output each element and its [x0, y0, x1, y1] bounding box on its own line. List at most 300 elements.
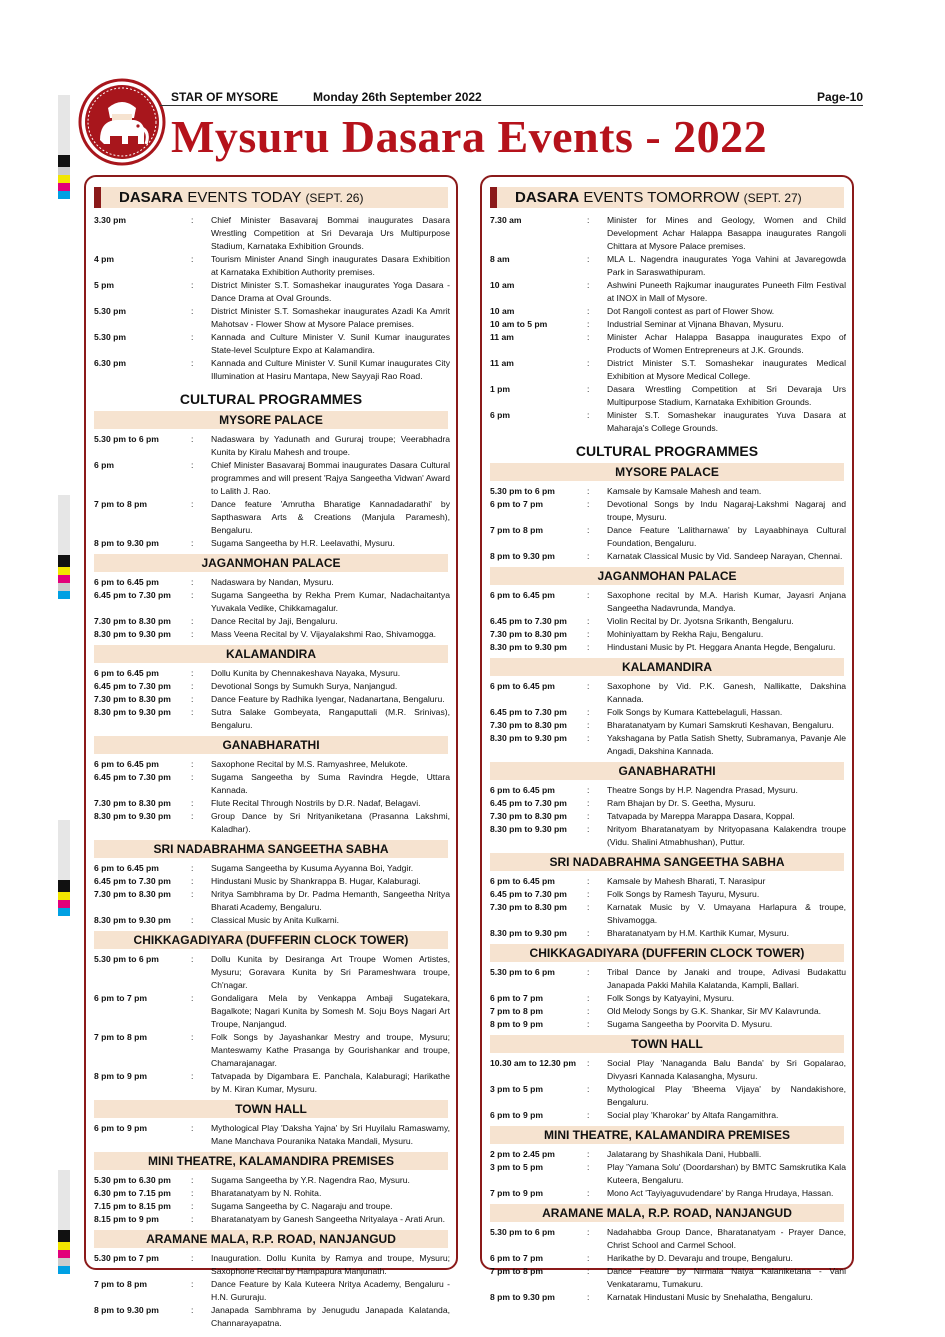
event-colon: :: [191, 707, 194, 717]
event-row: [490, 524, 846, 550]
event-colon: :: [587, 319, 590, 329]
event-row: [94, 862, 450, 875]
venue-heading: MYSORE PALACE: [94, 411, 448, 429]
event-time: 7.15 pm to 8.15 pm: [94, 1201, 171, 1211]
event-row: [490, 992, 846, 1005]
event-colon: :: [587, 332, 590, 342]
event-row: [94, 797, 450, 810]
event-colon: :: [587, 785, 590, 795]
event-row: [490, 1083, 846, 1109]
issue-date: Monday 26th September 2022: [313, 90, 482, 104]
event-row: [94, 576, 450, 589]
event-colon: :: [191, 280, 194, 290]
event-description: Tourism Minister Anand Singh inaugurates Dasara Exhibition at Karnataka Exhibition Authority premises.: [211, 254, 450, 277]
venue-heading: MINI THEATRE, KALAMANDIRA PREMISES: [94, 1152, 448, 1170]
event-colon: :: [191, 1175, 194, 1185]
event-description: Sutra Salake Gombeyata, Rangaputtali (M.R. Srinivas), Bengaluru.: [211, 707, 450, 730]
venue-heading: ARAMANE MALA, R.P. ROAD, NANJANGUD: [490, 1204, 844, 1222]
event-time: 6 pm to 6.45 pm: [94, 863, 159, 873]
event-time: 7.30 pm to 8.30 pm: [490, 720, 567, 730]
event-colon: :: [587, 798, 590, 808]
event-time: 6.45 pm to 7.30 pm: [490, 798, 567, 808]
event-description: Group Dance by Sri Nrityaniketana (Prasanna Lakshmi, Kaladhar).: [211, 811, 450, 834]
event-colon: :: [587, 889, 590, 899]
venue-heading: KALAMANDIRA: [94, 645, 448, 663]
event-colon: :: [191, 889, 194, 899]
event-row: [490, 214, 846, 253]
event-row: [490, 615, 846, 628]
event-colon: :: [191, 863, 194, 873]
event-colon: :: [191, 811, 194, 821]
event-colon: :: [587, 1253, 590, 1263]
event-row: [490, 589, 846, 615]
event-description: Dasara Wrestling Competition at Sri Devaraja Urs Multipurpose Stadium, Karnataka Exhibition Grounds.: [607, 384, 846, 407]
event-row: [490, 1252, 846, 1265]
events-tomorrow-panel: [480, 175, 854, 1302]
event-time: 6 pm: [94, 460, 115, 470]
event-colon: :: [191, 1305, 194, 1315]
event-description: MLA L. Nagendra inaugurates Yoga Vahini at Javaregowda Park in Saraswathipuram.: [607, 254, 846, 277]
event-colon: :: [587, 707, 590, 717]
event-description: District Minister S.T. Somashekar inaugurates Azadi Ka Amrit Mahotsav - Flower Show at Mysore Palace premises.: [211, 306, 450, 329]
event-description: Kamsale by Kamsale Mahesh and team.: [607, 486, 762, 496]
event-description: Sugama Sangeetha by Y.R. Nagendra Rao, Mysuru.: [211, 1175, 410, 1185]
event-colon: :: [587, 1058, 590, 1068]
event-colon: :: [587, 590, 590, 600]
venue-heading: TOWN HALL: [94, 1100, 448, 1118]
event-colon: :: [587, 384, 590, 394]
venue-heading: ARAMANE MALA, R.P. ROAD, NANJANGUD: [94, 1230, 448, 1248]
event-colon: :: [191, 668, 194, 678]
event-time: 6.45 pm to 7.30 pm: [490, 707, 567, 717]
event-colon: :: [587, 629, 590, 639]
event-colon: :: [587, 306, 590, 316]
title-events-today: EVENTS TODAY: [183, 189, 306, 206]
event-row: [94, 1187, 450, 1200]
event-time: 7.30 pm to 8.30 pm: [490, 811, 567, 821]
event-description: Sugama Sangeetha by C. Nagaraju and troupe.: [211, 1201, 393, 1211]
event-description: Play 'Yamana Solu' (Doordarshan) by BMTC Samskrutika Kala Kuteera, Bengaluru.: [607, 1162, 846, 1185]
venue-programme-list: [482, 875, 852, 940]
event-colon: :: [587, 1019, 590, 1029]
event-row: [490, 357, 846, 383]
event-description: Gondaligara Mela by Venkappa Ambaji Sugatekara, Bagalkote; Nagari Kunita by Somesh M. Soju Boys Nagari Art Troupe, Nanjangud.: [211, 993, 450, 1029]
event-row: [94, 693, 450, 706]
tomorrow-events-list: [482, 214, 852, 435]
event-description: Ashwini Puneeth Rajkumar inaugurates Puneeth Film Festival at INOX in Mall of Mysore.: [607, 280, 846, 303]
event-time: 6.45 pm to 7.30 pm: [94, 681, 171, 691]
event-description: Folk Songs by Kumara Kattebelaguli, Hassan.: [607, 707, 783, 717]
event-row: [94, 888, 450, 914]
event-row: [490, 485, 846, 498]
event-row: [94, 758, 450, 771]
event-row: [490, 383, 846, 409]
tomorrow-venues-list: [482, 463, 852, 1304]
event-time: 8 pm to 9.30 pm: [490, 1292, 555, 1302]
event-row: [94, 914, 450, 927]
event-time: 5.30 pm: [94, 332, 127, 342]
event-description: Mythological Play 'Daksha Yajna' by Sri Huyilalu Ramaswamy, Mane Manchava Pouranika Nataka Mandali, Mysuru.: [211, 1123, 450, 1146]
event-colon: :: [587, 1227, 590, 1237]
event-time: 10 am: [490, 280, 515, 290]
event-colon: :: [191, 1253, 194, 1263]
venue-programme-list: [86, 758, 456, 836]
event-description: Karnatak Hindustani Music by Snehalatha, Bengaluru.: [607, 1292, 813, 1302]
venue-programme-list: [86, 576, 456, 641]
event-time: 6 pm to 6.45 pm: [94, 759, 159, 769]
event-time: 6 pm to 6.45 pm: [490, 785, 555, 795]
venue-programme-list: [482, 1148, 852, 1200]
event-description: Dollu Kunita by Desiranga Art Troupe Women Artistes, Mysuru; Goravara Kunita by Sri Parameshwara troupe, Ch'nagar.: [211, 954, 450, 990]
event-row: [490, 305, 846, 318]
event-row: [490, 1291, 846, 1304]
events-today-title: [94, 187, 448, 208]
event-time: 5.30 pm to 6 pm: [94, 954, 159, 964]
event-time: 3 pm to 5 pm: [490, 1162, 544, 1172]
venue-programme-list: [482, 680, 852, 758]
event-row: [94, 1278, 450, 1304]
venue-programme-list: [482, 485, 852, 563]
event-time: 6.30 pm to 7.15 pm: [94, 1188, 171, 1198]
venue-heading: SRI NADABRAHMA SANGEETHA SABHA: [490, 853, 844, 871]
event-row: [490, 719, 846, 732]
venue-heading: MYSORE PALACE: [490, 463, 844, 481]
event-time: 6.45 pm to 7.30 pm: [490, 889, 567, 899]
event-description: Sugama Sangeetha by Rekha Prem Kumar, Nadachaitantya Yuvakala Vedike, Chikkamagalur.: [211, 590, 450, 613]
event-colon: :: [587, 215, 590, 225]
venue-programme-list: [482, 1057, 852, 1122]
event-colon: :: [191, 694, 194, 704]
event-row: [490, 1226, 846, 1252]
event-colon: :: [587, 1149, 590, 1159]
event-row: [94, 615, 450, 628]
event-row: [490, 1148, 846, 1161]
event-row: [490, 1109, 846, 1122]
event-colon: :: [587, 733, 590, 743]
event-colon: :: [191, 460, 194, 470]
event-description: Saxophone Recital by M.S. Ramyashree, Melukote.: [211, 759, 408, 769]
event-row: [94, 1252, 450, 1278]
event-row: [94, 628, 450, 641]
cultural-programmes-heading: CULTURAL PROGRAMMES: [575, 443, 759, 459]
venue-heading: GANABHARATHI: [94, 736, 448, 754]
event-description: Mythological Play 'Bheema Vijaya' by Nandakishore, Bengaluru.: [607, 1084, 846, 1107]
event-description: Old Melody Songs by G.K. Shankar, Sir MV Kalavrunda.: [607, 1006, 821, 1016]
event-time: 5.30 pm to 7 pm: [94, 1253, 159, 1263]
event-colon: :: [191, 358, 194, 368]
event-description: Minister S.T. Somashekar inaugurates Yuva Dasara at Maharaja's College Grounds.: [607, 410, 846, 433]
title-events-tomorrow: EVENTS TOMORROW: [579, 189, 744, 206]
event-description: Saxophone recital by M.A. Harish Kumar, Jayasri Anjana Sangeetha Nadavrunda, Mandya.: [607, 590, 846, 613]
dasara-elephant-logo: [78, 78, 166, 166]
event-time: 7.30 pm to 8.30 pm: [490, 629, 567, 639]
event-time: 6.45 pm to 7.30 pm: [94, 772, 171, 782]
events-today-panel: [84, 175, 458, 1328]
event-colon: :: [587, 720, 590, 730]
event-row: [94, 253, 450, 279]
event-row: [94, 992, 450, 1031]
event-time: 7.30 pm to 8.30 pm: [94, 798, 171, 808]
event-row: [490, 888, 846, 901]
event-colon: :: [587, 967, 590, 977]
event-time: 6 pm to 6.45 pm: [490, 681, 555, 691]
event-description: Yakshagana by Patla Satish Shetty, Subramanya, Pavanje Ale Angadi, Dakshina Kannada.: [607, 733, 846, 756]
event-row: [490, 1187, 846, 1200]
event-colon: :: [191, 434, 194, 444]
event-colon: :: [191, 1214, 194, 1224]
venue-heading: CHIKKAGADIYARA (DUFFERIN CLOCK TOWER): [94, 931, 448, 949]
paper-name: STAR OF MYSORE: [171, 90, 279, 104]
event-time: 6 pm to 7 pm: [490, 499, 544, 509]
event-row: [94, 1174, 450, 1187]
event-description: Dance Recital by Jaji, Bengaluru.: [211, 616, 338, 626]
event-description: Bharatanatyam by Kumari Samskruti Keshavan, Bengaluru.: [607, 720, 834, 730]
event-colon: :: [191, 1201, 194, 1211]
event-description: Jalatarang by Shashikala Dani, Hubballi.: [607, 1149, 762, 1159]
event-colon: :: [587, 642, 590, 652]
event-row: [94, 537, 450, 550]
event-description: Chief Minister Basavaraj Bommai inaugurates Dasara Wrestling Competition at Sri Devaraja Urs Multipurpose Stadium, Karnataka Exhibition Grounds.: [211, 215, 450, 251]
event-description: Folk Songs by Ramesh Tayuru, Mysuru.: [607, 889, 760, 899]
event-description: Mass Veena Recital by V. Vijayalakshmi Rao, Shivamogga.: [211, 629, 436, 639]
event-row: [94, 810, 450, 836]
event-row: [490, 253, 846, 279]
event-time: 8.15 pm to 9 pm: [94, 1214, 159, 1224]
event-colon: :: [191, 915, 194, 925]
event-description: Mono Act 'Tayiyaguvudendare' by Ranga Hrudaya, Hassan.: [607, 1188, 834, 1198]
event-time: 10 am: [490, 306, 515, 316]
event-row: [490, 550, 846, 563]
event-colon: :: [587, 616, 590, 626]
event-time: 6.45 pm to 7.30 pm: [94, 590, 171, 600]
event-description: Dollu Kunita by Chennakeshava Nayaka, Mysuru.: [211, 668, 401, 678]
event-time: 7 pm to 8 pm: [490, 1266, 544, 1276]
event-description: Tribal Dance by Janaki and troupe, Adivasi Budakattu Janapada Pakki Mahila Kalatanda, Kampli, Ballari.: [607, 967, 846, 990]
today-venues-list: [86, 411, 456, 1330]
event-row: [94, 498, 450, 537]
event-colon: :: [191, 954, 194, 964]
event-time: 7 pm to 8 pm: [490, 1006, 544, 1016]
event-colon: :: [587, 499, 590, 509]
event-row: [490, 279, 846, 305]
event-row: [94, 771, 450, 797]
event-time: 8.30 pm to 9.30 pm: [490, 928, 567, 938]
event-time: 5.30 pm to 6.30 pm: [94, 1175, 171, 1185]
event-description: Karnatak Music by V. Umayana Harlapura & troupe, Shivamogga.: [607, 902, 846, 925]
event-time: 2 pm to 2.45 pm: [490, 1149, 555, 1159]
event-colon: :: [191, 577, 194, 587]
venue-heading: CHIKKAGADIYARA (DUFFERIN CLOCK TOWER): [490, 944, 844, 962]
venue-heading: JAGANMOHAN PALACE: [94, 554, 448, 572]
event-time: 6 pm to 6.45 pm: [94, 668, 159, 678]
venue-programme-list: [86, 953, 456, 1096]
event-colon: :: [191, 1279, 194, 1289]
venue-programme-list: [86, 1174, 456, 1226]
venue-heading: GANABHARATHI: [490, 762, 844, 780]
event-description: Theatre Songs by H.P. Nagendra Prasad, Mysuru.: [607, 785, 798, 795]
event-colon: :: [587, 1266, 590, 1276]
event-row: [490, 331, 846, 357]
event-time: 8 pm to 9.30 pm: [94, 1305, 159, 1315]
event-description: Tatvapada by Mareppa Marappa Dasara, Koppal.: [607, 811, 795, 821]
event-description: Nadaswara by Yadunath and Gururaj troupe; Veerabhadra Kunita by Kiralu Mahesh and troupe.: [211, 434, 450, 457]
event-colon: :: [191, 1032, 194, 1042]
event-colon: :: [587, 876, 590, 886]
venue-programme-list: [86, 1122, 456, 1148]
event-description: Mohiniyattam by Rekha Raju, Bengaluru.: [607, 629, 764, 639]
event-row: [94, 680, 450, 693]
event-time: 6 pm to 9 pm: [490, 1110, 544, 1120]
event-description: Bharatanatyam by N. Rohita.: [211, 1188, 322, 1198]
event-time: 7.30 pm to 8.30 pm: [490, 902, 567, 912]
event-time: 11 am: [490, 358, 514, 368]
venue-heading: SRI NADABRAHMA SANGEETHA SABHA: [94, 840, 448, 858]
event-row: [490, 318, 846, 331]
event-colon: :: [587, 928, 590, 938]
venue-programme-list: [86, 1252, 456, 1330]
event-time: 7 pm to 9 pm: [490, 1188, 544, 1198]
event-time: 6 pm to 7 pm: [490, 993, 544, 1003]
event-description: Saxophone by Vid. P.K. Ganesh, Nallikatte, Dakshina Kannada.: [607, 681, 846, 704]
event-time: 5 pm: [94, 280, 115, 290]
event-time: 5.30 pm to 6 pm: [490, 967, 555, 977]
event-row: [94, 953, 450, 992]
event-time: 8.30 pm to 9.30 pm: [94, 915, 171, 925]
event-row: [94, 1070, 450, 1096]
event-description: Flute Recital Through Nostrils by D.R. Nadaf, Belagavi.: [211, 798, 421, 808]
event-row: [94, 875, 450, 888]
event-row: [490, 810, 846, 823]
event-time: 6 pm to 6.45 pm: [94, 577, 159, 587]
event-description: Bharatanatyam by H.M. Karthik Kumar, Mysuru.: [607, 928, 789, 938]
event-time: 7.30 am: [490, 215, 522, 225]
event-description: Devotional Songs by Sumukh Surya, Nanjangud.: [211, 681, 398, 691]
page-title: Mysuru Dasara Events - 2022: [171, 111, 768, 162]
event-description: Sugama Sangeetha by Kusuma Ayyanna Boi, Yadgir.: [211, 863, 414, 873]
event-row: [94, 589, 450, 615]
event-description: Dance Feature 'Lalitharnawa' by Layaabhinaya Cultural Foundation, Bengaluru.: [607, 525, 846, 548]
event-row: [94, 331, 450, 357]
event-time: 5.30 pm to 6 pm: [490, 1227, 555, 1237]
event-description: Nritya Sambhrama by Dr. Padma Hemanth, Sangeetha Nritya Bharati Academy, Bengaluru.: [211, 889, 450, 912]
event-description: Harikathe by D. Devaraju and troupe, Bengaluru.: [607, 1253, 793, 1263]
event-colon: :: [191, 629, 194, 639]
event-description: Janapada Sambhrama by Jenugudu Janapada Kalatanda, Channarayapatna.: [211, 1305, 450, 1328]
event-time: 6 pm: [490, 410, 511, 420]
event-time: 6 pm to 7 pm: [490, 1253, 544, 1263]
page-header: [171, 90, 863, 104]
event-colon: :: [191, 590, 194, 600]
event-colon: :: [587, 254, 590, 264]
event-time: 5.30 pm to 6 pm: [490, 486, 555, 496]
event-row: [490, 966, 846, 992]
event-description: Social Play 'Nanaganda Balu Banda' by Sri Gopalarao, Divyasri Kannada Kalasangha, Mysuru.: [607, 1058, 846, 1081]
event-time: 7 pm to 8 pm: [94, 1279, 148, 1289]
event-time: 6.30 pm: [94, 358, 127, 368]
event-row: [94, 279, 450, 305]
events-tomorrow-title: [490, 187, 844, 208]
event-description: Nrityom Bharatanatyam by Nrityopasana Kalakendra troupe (Vidu. Shalini Atmabhushan), Puttur.: [607, 824, 846, 847]
event-description: Classical Music by Anita Kulkarni.: [211, 915, 339, 925]
event-time: 6 pm to 7 pm: [94, 993, 148, 1003]
event-row: [490, 409, 846, 435]
event-row: [94, 706, 450, 732]
event-description: Dance Feature by Nirmala Natya Kalaniketana - Vani Venkataramu, Tumakuru.: [607, 1266, 846, 1289]
event-row: [490, 797, 846, 810]
event-description: Folk Songs by Katyayini, Mysuru.: [607, 993, 735, 1003]
event-row: [94, 1304, 450, 1330]
event-description: Minister for Mines and Geology, Women and Child Development Achar Halappa Basappa inaugurates Rangoli Chittara at Mysore Palace premises.: [607, 215, 846, 251]
event-time: 7 pm to 8 pm: [94, 1032, 148, 1042]
venue-programme-list: [482, 1226, 852, 1304]
event-description: Chief Minister Basavaraj Bommai inaugurates Dasara Cultural programmes and will present 'Rajya Sangeetha Vidwan' Award to Lalith J. Rao.: [211, 460, 450, 496]
event-time: 6 pm to 6.45 pm: [490, 876, 555, 886]
event-description: Kannada and Culture Minister V. Sunil Kumar inaugurates City Illumination at Hasiru Mantapa, New Sayyaji Rao Road.: [211, 358, 450, 381]
page-number: Page-10: [816, 90, 863, 104]
event-row: [490, 1265, 846, 1291]
event-colon: :: [587, 1188, 590, 1198]
event-row: [94, 214, 450, 253]
event-description: Devotional Songs by Indu Nagaraj-Lakshmi Nagaraj and troupe, Mysuru.: [607, 499, 846, 522]
venue-programme-list: [482, 784, 852, 849]
event-description: District Minister S.T. Somashekar inaugurates Yoga Dasara - Dance Drama at Oval Grounds.: [211, 280, 450, 303]
event-colon: :: [587, 824, 590, 834]
venue-programme-list: [86, 433, 456, 550]
event-row: [490, 823, 846, 849]
event-description: Nadaswara by Nandan, Mysuru.: [211, 577, 334, 587]
event-row: [490, 784, 846, 797]
event-time: 10.30 am to 12.30 pm: [490, 1058, 576, 1068]
today-events-list: [86, 214, 456, 383]
event-colon: :: [191, 215, 194, 225]
event-description: District Minister S.T. Somashekar inaugurates Medical Exhibition at Mysore Medical College.: [607, 358, 846, 381]
header-rule: [160, 105, 863, 106]
title-dasara: DASARA: [119, 189, 184, 206]
event-time: 8 pm to 9.30 pm: [94, 538, 159, 548]
event-row: [490, 628, 846, 641]
event-description: Kannada and Culture Minister V. Sunil Kumar inaugurates State-level Sculpture Expo at Kalamandira.: [211, 332, 450, 355]
event-row: [490, 1057, 846, 1083]
event-colon: :: [191, 759, 194, 769]
event-row: [94, 433, 450, 459]
event-time: 8.30 pm to 9.30 pm: [490, 642, 567, 652]
event-time: 8.30 pm to 9.30 pm: [490, 824, 567, 834]
event-description: Sugama Sangeetha by Suma Ravindra Hegde, Uttara Kannada.: [211, 772, 450, 795]
event-time: 6.45 pm to 7.30 pm: [490, 616, 567, 626]
event-time: 3.30 pm: [94, 215, 127, 225]
event-row: [490, 1161, 846, 1187]
venue-heading: MINI THEATRE, KALAMANDIRA PREMISES: [490, 1126, 844, 1144]
event-row: [490, 680, 846, 706]
event-time: 6 pm to 9 pm: [94, 1123, 148, 1133]
event-description: Minister Achar Halappa Basappa inaugurates Expo of Products of Women Entrepreneurs at J.K. Grounds.: [607, 332, 846, 355]
event-colon: :: [191, 798, 194, 808]
venue-programme-list: [482, 966, 852, 1031]
event-description: Social play 'Kharokar' by Altafa Rangamithra.: [607, 1110, 779, 1120]
event-time: 8.30 pm to 9.30 pm: [94, 707, 171, 717]
event-time: 1 pm: [490, 384, 511, 394]
event-description: Inauguration. Dollu Kunita by Ramya and troupe, Mysuru; Saxophone Recital by Hampapura Manjunath.: [211, 1253, 450, 1276]
event-colon: :: [587, 1110, 590, 1120]
event-row: [490, 1018, 846, 1031]
event-time: 3 pm to 5 pm: [490, 1084, 544, 1094]
event-row: [490, 901, 846, 927]
event-colon: :: [587, 811, 590, 821]
event-row: [490, 498, 846, 524]
event-row: [94, 1122, 450, 1148]
event-description: Tatvapada by Digambara E. Panchala, Kalaburagi; Harikathe by M. Kiran Kumar, Mysuru.: [211, 1071, 450, 1094]
event-colon: :: [587, 1084, 590, 1094]
